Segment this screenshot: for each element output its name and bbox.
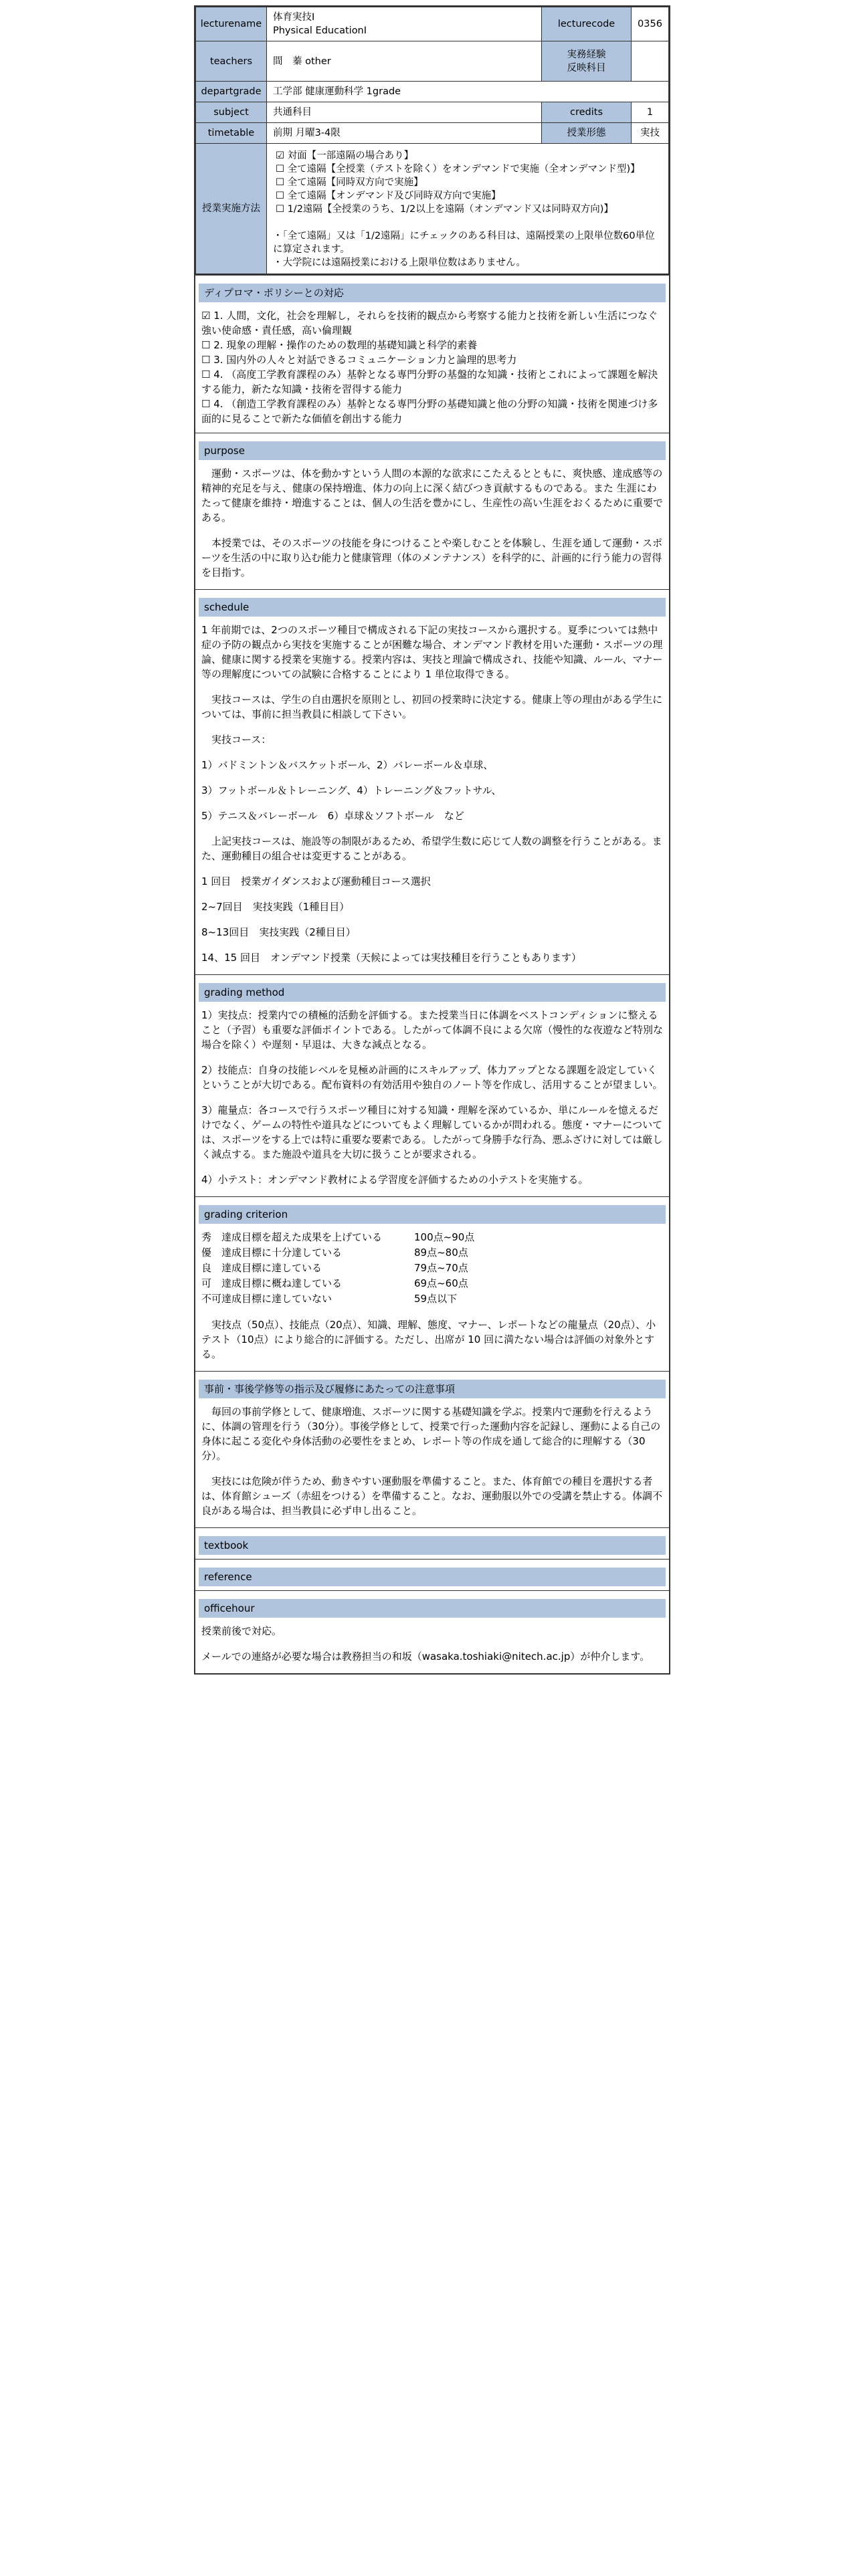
grading-note: 実技点（50点）、技能点（20点）、知識、理解、態度、マナー、レポートなどの龍量点（20点）、小テスト（10点）により総合的に評価する。ただし、出席が 10 回に満たない場合は評価の対象外とする。 <box>201 1319 656 1360</box>
purpose-heading: purpose <box>199 441 666 460</box>
method-option-in-person: ☑ 対面【一部遠隔の場合あり】 <box>275 150 414 161</box>
class-form-value: 実技 <box>631 123 668 144</box>
lecturename-value <box>266 7 541 41</box>
lecturecode-value: 0356 <box>631 7 668 41</box>
grade-table <box>201 1230 482 1307</box>
timetable-label: timetable <box>196 123 267 144</box>
teachers-value: 間 蓁 other <box>266 41 541 82</box>
grade-letter: 良 <box>201 1262 212 1274</box>
timetable-value: 前期 月曜3-4限 <box>266 123 541 144</box>
grading-method-section <box>195 974 669 1196</box>
diploma-policy-section <box>195 274 669 433</box>
schedule-paragraph: 実技コース： <box>201 734 272 746</box>
method-option-full-sync: ☐ 全て遠隔【同時双方向で実施】 <box>275 177 423 188</box>
schedule-course: 3）フットボール＆トレーニング、4）トレーニング＆フットサル、 <box>201 784 502 796</box>
grade-letter: 不可 <box>201 1293 222 1305</box>
officehour-paragraph: 授業前後で対応。 <box>201 1625 282 1637</box>
purpose-paragraph: 運動・スポーツは、体を動かすという人間の本源的な欲求にこたえるとともに、爽快感、達成感等の精神的充足を与え、健康の保持増進、体力の向上に深く結びつき貢献するものである。また 生涯にわたって健康を維持・増進することは、個人の生活を豊かにし、生産性の高い生涯をおくるために重要である。 <box>201 467 664 524</box>
grade-letter: 優 <box>201 1247 212 1259</box>
preparation-section <box>195 1371 669 1527</box>
grade-description: 達成目標に達している <box>221 1262 322 1274</box>
officehour-section <box>195 1590 669 1673</box>
diploma-item: ☐ 4. （高度工学教育課程のみ）基幹となる専門分野の基盤的な知識・技術とこれによって課題を解決する能力，新たな知識・技術を習得する能力 <box>201 368 658 395</box>
credits-label: credits <box>542 102 632 123</box>
method-option-full-ondemand: ☐ 全て遠隔【全授業（テストを除く）をオンデマンドで実施（全オンデマンド型)】 <box>275 164 640 175</box>
grade-row <box>201 1245 482 1261</box>
grade-letter: 可 <box>201 1277 212 1289</box>
grade-range: 100点~90点 <box>414 1231 475 1243</box>
lecturename-label: lecturename <box>196 7 267 41</box>
schedule-paragraph: 1 年前期では、2つのスポーツ種目で構成される下記の実技コースから選択する。夏季については熱中症の予防の観点から実技を実施することが困難な場合、オンデマンド教材を用いた運動・スポーツの理論、健康に関する授業を実施する。授業内容は、実技と理論で構成され、技能や知識、ルール、マナー等の理解度についての試験に合格することにより 1 単位取得できる。 <box>201 624 663 680</box>
grading-method-heading: grading method <box>199 983 666 1002</box>
grade-row <box>201 1291 482 1307</box>
grading-method-item: 3）龍量点：各コースで行うスポーツ種目に対する知識・理解を深めているか、単にルールを憶えるだけでなく、ゲームの特性や道具などについてもよく理解しているかが問われる。態度・マナーについては、スポーツをする上では特に重要な要素である。したがって身勝手な行為、悪ふざけに対しては厳しく減点する。また施設や道具を大切に扱うことが要求される。 <box>201 1104 663 1160</box>
department-value: 工学部 健康運動科学 1grade <box>266 82 668 102</box>
grade-row <box>201 1230 482 1245</box>
schedule-session: 14、15 回目 オンデマンド授業（天候によっては実技種目を行うこともあります） <box>201 952 581 964</box>
schedule-session: 8~13回目 実技実践（2種目目） <box>201 926 356 938</box>
schedule-heading: schedule <box>199 598 666 617</box>
diploma-policy-heading: ディプロマ・ポリシーとの対応 <box>199 284 666 302</box>
grade-description: 達成目標に概ね達している <box>221 1277 343 1289</box>
grading-method-item: 2）技能点：自身の技能レベルを見極め計画的にスキルアップ、体力アップとなる課題を設定していくということが大切である。配布資料の有効活用や独自のノート等を作成し、活用することが望ましい。 <box>201 1064 663 1091</box>
grade-description: 達成目標に達していない <box>221 1293 332 1305</box>
experience-value <box>631 41 668 82</box>
method-value <box>266 144 668 274</box>
purpose-section <box>195 433 669 589</box>
schedule-paragraph: 上記実技コースは、施設等の制限があるため、希望学生数に応じて人数の調整を行うことがある。また、運動種目の組合せは変更することがある。 <box>201 835 662 862</box>
department-label: departgrade <box>196 82 267 102</box>
experience-label-line2: 反映科目 <box>567 62 606 74</box>
reference-heading: reference <box>199 1568 666 1586</box>
diploma-item: ☐ 2. 現象の理解・操作のための数理的基礎知識と科学的素養 <box>201 339 478 351</box>
purpose-paragraph: 本授業では、そのスポーツの技能を身につけることや楽しむことを体験し、生涯を通して運動・スポーツを生活の中に取り込む能力と健康管理（体のメンテナンス）を科学的に、計画的に行う能力の習得を目指す。 <box>201 537 663 578</box>
grading-method-item: 4）小テスト：オンデマンド教材による学習度を評価するための小テストを実施する。 <box>201 1174 589 1186</box>
experience-label <box>542 41 632 82</box>
grading-method-item: 1）実技点：授業内での積極的活動を評価する。また授業当日に体調をベストコンディションに整えること（予習）も重要な評価ポイントである。したがって体調不良による欠席（慢性的な夜遊など特別な場合を除く）や遅刻・早退は、大きな減点となる。 <box>201 1009 664 1051</box>
schedule-session: 2~7回目 実技実践（1種目目） <box>201 901 350 913</box>
schedule-course: 5）テニス＆バレーボール 6）卓球＆ソフトボール など <box>201 810 464 822</box>
diploma-item: ☑ 1. 人間，文化，社会を理解し，それらを技術的観点から考察する能力と技術を新しい生活につなぐ強い使命感・責任感，高い倫理観 <box>201 310 658 336</box>
grading-criterion-section <box>195 1196 669 1371</box>
class-form-label: 授業形態 <box>542 123 632 144</box>
preparation-paragraph: 毎回の事前学修として、健康増進、スポーツに関する基礎知識を学ぶ。授業内で運動を行えるように、体調の管理を行う（30分）。事後学修として、授業で行った運動内容を記録し、運動による自己の身体に起こる変化や身体活動の必要性をまとめ、レポート等の作成を通して総合的に理解する（30分）。 <box>201 1406 661 1462</box>
lecturename-japanese: 体育実技I <box>272 12 315 23</box>
schedule-course: 1）バドミントン＆バスケットボール、2）バレーボール＆卓球、 <box>201 759 494 771</box>
grade-range: 89点~80点 <box>414 1247 468 1259</box>
method-label: 授業実施方法 <box>196 144 267 274</box>
method-option-full-both: ☐ 全て遠隔【オンデマンド及び同時双方向で実施】 <box>275 191 501 201</box>
textbook-section <box>195 1527 669 1559</box>
teachers-label: teachers <box>196 41 267 82</box>
preparation-paragraph: 実技には危険が伴うため、動きやすい運動服を準備すること。また、体育館での種目を選択する者は、体育館シューズ（赤紐をつける）を準備すること。なお、運動服以外での受講を禁止する。体調不良がある場合は、担当教員に必ず申し出ること。 <box>201 1475 662 1517</box>
subject-label: subject <box>196 102 267 123</box>
method-option-half-remote: ☐ 1/2遠隔【全授業のうち、1/2以上を遠隔（オンデマンド又は同時双方向)】 <box>275 204 613 215</box>
credits-value: 1 <box>631 102 668 123</box>
schedule-paragraph: 実技コースは、学生の自由選択を原則とし、初回の授業時に決定する。健康上等の理由がある学生については、事前に担当教員に相談して下さい。 <box>201 693 663 720</box>
grade-range: 69点~60点 <box>414 1277 468 1289</box>
officehour-contact: メールでの連絡が必要な場合は教務担当の和坂（wasaka.toshiaki@nitech.ac.jp）が仲介します。 <box>201 1650 650 1662</box>
schedule-session: 1 回目 授業ガイダンスおよび運動種目コース選択 <box>201 875 431 887</box>
subject-value: 共通科目 <box>266 102 541 123</box>
grade-row <box>201 1261 482 1276</box>
method-note-credit-limit: ・「全て遠隔」又は「1/2遠隔」にチェックのある科目は、遠隔授業の上限単位数60単位に算定されます。 <box>272 231 655 255</box>
reference-section <box>195 1559 669 1590</box>
grade-row <box>201 1276 482 1291</box>
syllabus-container <box>194 5 670 1675</box>
schedule-section <box>195 589 669 974</box>
grade-range: 79点~70点 <box>414 1262 468 1274</box>
grade-description: 達成目標を超えた成果を上げている <box>221 1231 383 1243</box>
textbook-heading: textbook <box>199 1536 666 1555</box>
lecturename-english: Physical EducationI <box>272 25 367 36</box>
officehour-heading: officehour <box>199 1599 666 1618</box>
grade-range: 59点以下 <box>414 1293 458 1305</box>
grade-description: 達成目標に十分達している <box>221 1247 343 1259</box>
diploma-item: ☐ 3. 国内外の人々と対話できるコミュニケーション力と論理的思考力 <box>201 354 517 366</box>
method-note-graduate: ・大学院には遠隔授業における上限単位数はありません。 <box>272 257 526 268</box>
lecturecode-label: lecturecode <box>542 7 632 41</box>
experience-label-line1: 実務経験 <box>567 49 606 60</box>
grading-criterion-heading: grading criterion <box>199 1205 666 1224</box>
preparation-heading: 事前・事後学修等の指示及び履修にあたっての注意事項 <box>199 1380 666 1398</box>
course-info-table <box>195 7 669 274</box>
grade-letter: 秀 <box>201 1231 212 1243</box>
diploma-item: ☐ 4. （創造工学教育課程のみ）基幹となる専門分野の基礎知識と他の分野の知識・技術を関連づけ多面的に見ることで新たな価値を創出する能力 <box>201 398 658 425</box>
